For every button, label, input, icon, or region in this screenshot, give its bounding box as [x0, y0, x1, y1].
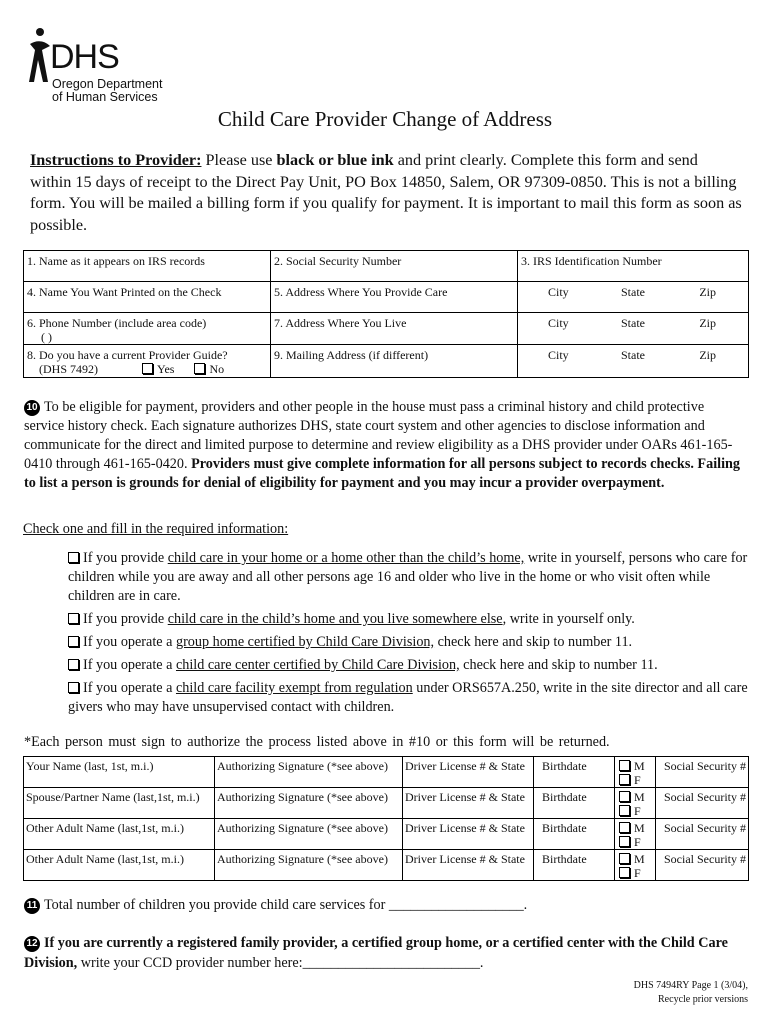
signature-note: *Each person must sign to authorize the process listed above in #10 or this form will be returned. [24, 734, 610, 750]
license-cell[interactable]: Driver License # & State [403, 819, 534, 850]
number-12-icon: 12 [24, 936, 40, 952]
ssn-cell[interactable]: Social Security # [656, 757, 749, 788]
children-count-field[interactable]: Total number of children you provide child care services for ___________________. [44, 897, 528, 913]
field-5-city-state-zip[interactable]: City State Zip [518, 282, 749, 313]
m-checkbox[interactable] [619, 760, 630, 771]
m-checkbox[interactable] [619, 853, 630, 864]
field-1[interactable]: 1. Name as it appears on IRS records [24, 251, 271, 282]
license-cell[interactable]: Driver License # & State [403, 757, 534, 788]
field-2[interactable]: 2. Social Security Number [271, 251, 518, 282]
m-checkbox[interactable] [619, 822, 630, 833]
instructions-text1: Please use [201, 151, 277, 169]
field-9-city-state-zip[interactable]: City State Zip [518, 345, 749, 378]
option-4: If you operate a child care center certified by Child Care Division, check here and skip to number 11. [68, 656, 750, 675]
gender-cell: M F [615, 850, 656, 881]
ccd-number-field[interactable]: write your CCD provider number here:_________________________. [77, 955, 484, 971]
no-checkbox[interactable] [194, 363, 205, 374]
option-2: If you provide child care in the child’s home and you live somewhere else, write in yourself only. [68, 610, 750, 629]
logo-line1: Oregon Department [52, 77, 163, 91]
ssn-cell[interactable]: Social Security # [656, 788, 749, 819]
signature-table [23, 756, 749, 881]
m-checkbox[interactable] [619, 791, 630, 802]
ssn-cell[interactable]: Social Security # [656, 819, 749, 850]
number-10-icon: 10 [24, 400, 40, 416]
birthdate-cell[interactable]: Birthdate [534, 757, 615, 788]
field-9[interactable]: 9. Mailing Address (if different) [271, 345, 518, 378]
option-3-checkbox[interactable] [68, 636, 79, 647]
name-cell[interactable]: Spouse/Partner Name (last,1st, m.i.) [24, 788, 215, 819]
yes-checkbox[interactable] [142, 363, 153, 374]
option-4-checkbox[interactable] [68, 659, 79, 670]
logo-org [52, 78, 162, 104]
dhs-logo [26, 24, 166, 108]
question-12: 12 If you are currently a registered family provider, a certified group home, or a certified center with the Child Care Division, write your CCD provider number here:_________________________. [24, 935, 728, 971]
instructions-label: Instructions to Provider: [30, 151, 202, 169]
gender-cell: M F [615, 788, 656, 819]
table-row [24, 757, 749, 788]
field-3[interactable]: 3. IRS Identification Number [518, 251, 749, 282]
ssn-cell[interactable]: Social Security # [656, 850, 749, 881]
f-checkbox[interactable] [619, 867, 630, 878]
signature-cell[interactable]: Authorizing Signature (*see above) [215, 788, 403, 819]
birthdate-cell[interactable]: Birthdate [534, 850, 615, 881]
logo-line2: of Human Services [52, 90, 158, 104]
option-1: If you provide child care in your home or a home other than the child’s home, write in yourself, persons who care for children while you are away and all other persons age 16 and older who live in the home or who visit often while children are in care. [68, 550, 748, 604]
f-checkbox[interactable] [619, 805, 630, 816]
instructions-text2: and print clearly. Complete this form and send within 15 days of receipt to the Direct Pay Unit, PO Box 14850, Salem, OR 97309-0850. This is not a billing form. You will be mailed a billing form if you qualify for payment. It is important to mail this form as soon as possible. [30, 151, 742, 234]
field-4[interactable]: 4. Name You Want Printed on the Check [24, 282, 271, 313]
option-2-checkbox[interactable] [68, 613, 79, 624]
signature-cell[interactable]: Authorizing Signature (*see above) [215, 850, 403, 881]
field-5[interactable]: 5. Address Where You Provide Care [271, 282, 518, 313]
signature-cell[interactable]: Authorizing Signature (*see above) [215, 819, 403, 850]
name-cell[interactable]: Other Adult Name (last,1st, m.i.) [24, 819, 215, 850]
check-heading: Check one and fill in the required information: [23, 521, 289, 537]
name-cell[interactable]: Your Name (last, 1st, m.i.) [24, 757, 215, 788]
option-3: If you operate a group home certified by Child Care Division, check here and skip to number 11. [68, 633, 750, 652]
field-7-city-state-zip[interactable]: City State Zip [518, 313, 749, 345]
field-7[interactable]: 7. Address Where You Live [271, 313, 518, 345]
instructions [30, 150, 742, 236]
f-checkbox[interactable] [619, 836, 630, 847]
field-6[interactable]: 6. Phone Number (include area code) ( ) [24, 313, 271, 345]
instructions-bold: black or blue ink [276, 151, 394, 169]
signature-cell[interactable]: Authorizing Signature (*see above) [215, 757, 403, 788]
table-row [24, 788, 749, 819]
field-8: 8. Do you have a current Provider Guide? (DHS 7492) Yes No [24, 345, 271, 378]
form-title: Child Care Provider Change of Address [217, 107, 553, 131]
birthdate-cell[interactable]: Birthdate [534, 788, 615, 819]
provider-info-table [23, 250, 749, 378]
license-cell[interactable]: Driver License # & State [403, 788, 534, 819]
logo-abbr: DHS [50, 38, 119, 76]
question-10: 10 To be eligible for payment, providers and other people in the house must pass a criminal history and child protective service history check. Each signature authorizes DHS, state court system and other agencies to disclose information and communicate for the direct and limited purpose to determine and review eligibility as a DHS provider under OARs 461-165-0410 through 461-165-0420. Providers must give complete information for all persons subject to records checks. Failing to list a person is grounds for denial of eligibility for payment and you may incur a provider overpayment. [24, 399, 741, 491]
gender-cell: M F [615, 819, 656, 850]
question-11 [24, 897, 527, 914]
number-11-icon: 11 [24, 898, 40, 914]
option-1-checkbox[interactable] [68, 552, 79, 563]
license-cell[interactable]: Driver License # & State [403, 850, 534, 881]
birthdate-cell[interactable]: Birthdate [534, 819, 615, 850]
form-footer: DHS 7494RY Page 1 (3/04), Recycle prior versions [633, 980, 748, 1005]
table-row [24, 850, 749, 881]
f-checkbox[interactable] [619, 774, 630, 785]
table-row [24, 819, 749, 850]
option-5: If you operate a child care facility exempt from regulation under ORS657A.250, write in the site director and all care givers who may have unsupervised contact with children. [68, 680, 748, 715]
gender-cell: M F [615, 757, 656, 788]
option-5-checkbox[interactable] [68, 682, 79, 693]
name-cell[interactable]: Other Adult Name (last,1st, m.i.) [24, 850, 215, 881]
